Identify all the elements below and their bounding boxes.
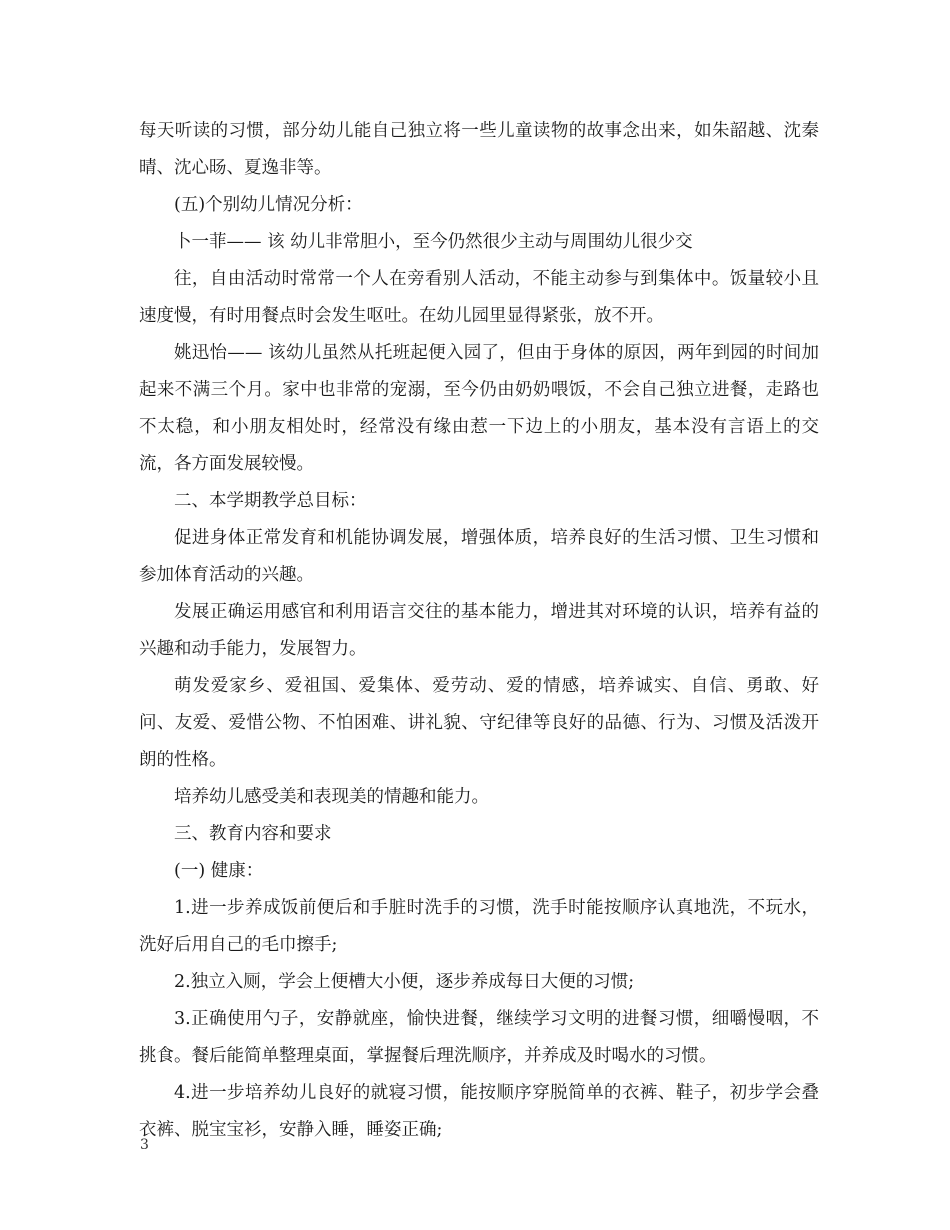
paragraph-10: 培养幼儿感受美和表现美的情趣和能力。 bbox=[174, 787, 489, 807]
paragraph-7: 促进身体正常发育和机能协调发展，增强体质，培养良好的生活习惯、卫生习惯和参加体育活动的兴趣。 bbox=[139, 528, 819, 585]
list-item-1: 1.进一步养成饭前便后和手脏时洗手的习惯，洗手时能按顺序认真地洗，不玩水，洗好后用自己的毛巾擦手; bbox=[139, 898, 819, 955]
subsection-heading-health: (一) 健康： bbox=[174, 861, 264, 881]
list-item-4: 4.进一步培养幼儿良好的就寝习惯，能按顺序穿脱简单的衣裤、鞋子，初步学会叠衣裤、脱宝宝衫，安静入睡，睡姿正确; bbox=[139, 1083, 819, 1140]
paragraph-3: 卜一菲—— 该 幼儿非常胆小，至今仍然很少主动与周围幼儿很少交 bbox=[174, 232, 693, 252]
paragraph-1: 每天听读的习惯，部分幼儿能自己独立将一些儿童读物的故事念出来，如朱韶越、沈秦晴、沈心旸、夏逸非等。 bbox=[139, 121, 819, 178]
list-item-3: 3.正确使用勺子，安静就座，愉快进餐，继续学习文明的进餐习惯，细嚼慢咽，不挑食。餐后能简单整理桌面，掌握餐后理洗顺序，并养成及时喝水的习惯。 bbox=[139, 1009, 819, 1066]
document-body bbox=[139, 113, 819, 1149]
paragraph-5: 姚迅怡—— 该幼儿虽然从托班起便入园了，但由于身体的原因，两年到园的时间加起来不满三个月。家中也非常的宠溺，至今仍由奶奶喂饭，不会自己独立进餐，走路也不太稳，和小朋友相处时，经常没有缘由惹一下边上的小朋友，基本没有言语上的交流，各方面发展较慢。 bbox=[139, 343, 819, 474]
list-item-2: 2.独立入厕，学会上便槽大小便，逐步养成每日大便的习惯; bbox=[174, 972, 635, 992]
section-heading-3: 三、教育内容和要求 bbox=[174, 824, 332, 844]
paragraph-2: (五)个别幼儿情况分析： bbox=[174, 195, 363, 215]
paragraph-9: 萌发爱家乡、爱祖国、爱集体、爱劳动、爱的情感，培养诚实、自信、勇敢、好问、友爱、爱惜公物、不怕困难、讲礼貌、守纪律等良好的品德、行为、习惯及活泼开朗的性格。 bbox=[139, 676, 819, 770]
page-number: 3 bbox=[140, 1137, 149, 1153]
paragraph-4: 往，自由活动时常常一个人在旁看别人活动，不能主动参与到集体中。饭量较小且速度慢，有时用餐点时会发生呕吐。在幼儿园里显得紧张，放不开。 bbox=[139, 269, 819, 326]
paragraph-8: 发展正确运用感官和利用语言交往的基本能力，增进其对环境的认识，培养有益的兴趣和动手能力，发展智力。 bbox=[139, 602, 819, 659]
section-heading-2: 二、本学期教学总目标： bbox=[174, 491, 367, 511]
